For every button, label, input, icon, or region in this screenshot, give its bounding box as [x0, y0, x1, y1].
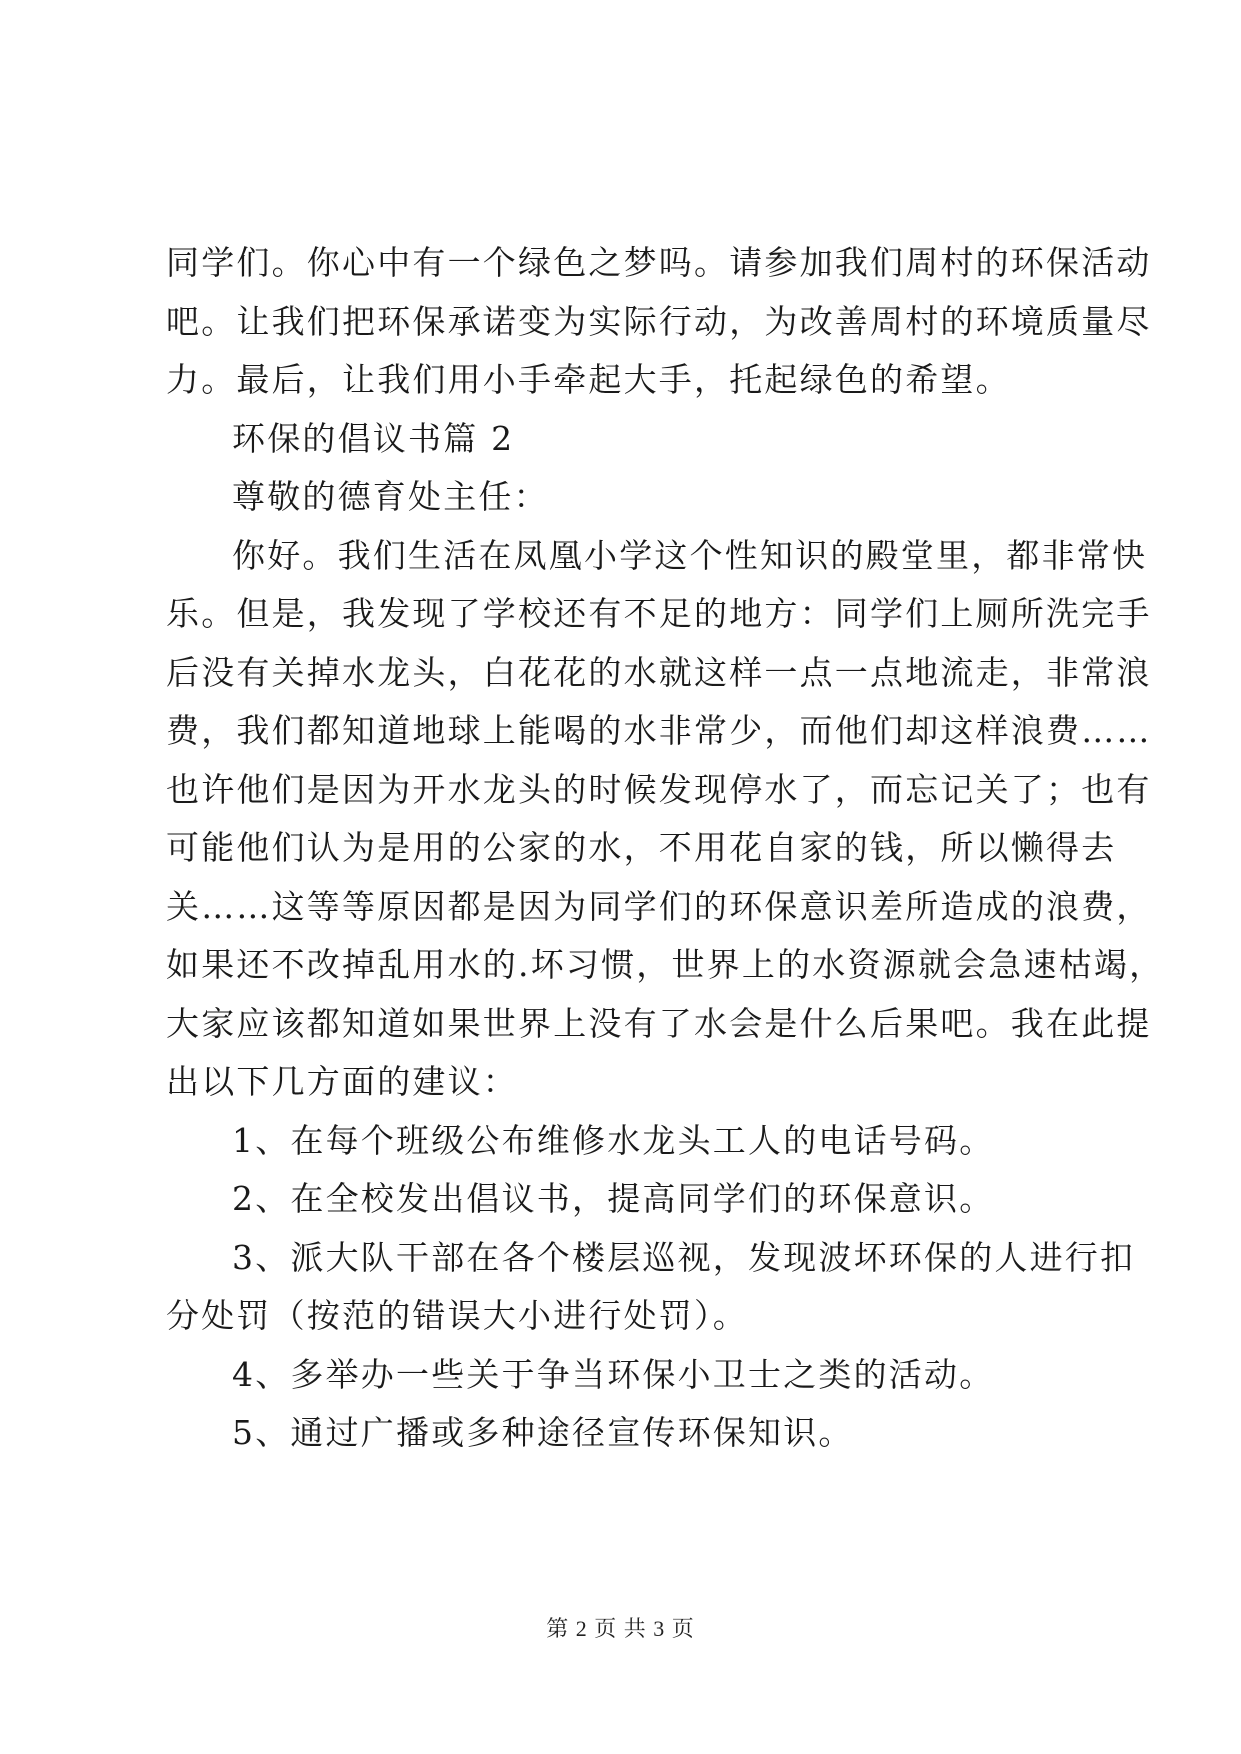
body-line: 大家应该都知道如果世界上没有了水会是什么后果吧。我在此提	[166, 1003, 1152, 1043]
suggestion-item-continuation: 分处罚（按范的错误大小进行处罚）。	[166, 1296, 748, 1335]
document-body	[166, 234, 1165, 1463]
body-line: 可能他们认为是用的公家的水，不用花自家的钱，所以懒得去	[166, 828, 1117, 867]
suggestion-item: 1、在每个班级公布维修水龙头工人的电话号码。	[232, 1120, 995, 1160]
body-line: 也许他们是因为开水龙头的时候发现停水了，而忘记关了；也有	[166, 769, 1152, 809]
body-line: 你好。我们生活在凤凰小学这个性知识的殿堂里，都非常快	[232, 535, 1148, 575]
page-number-footer: 第 2 页 共 3 页	[546, 1616, 695, 1641]
body-line: 力。最后，让我们用小手牵起大手，托起绿色的希望。	[166, 360, 1011, 399]
suggestion-item: 2、在全校发出倡议书，提高同学们的环保意识。	[232, 1179, 995, 1218]
body-line: 如果还不改掉乱用水的.坏习惯，世界上的水资源就会急速枯竭，	[166, 945, 1165, 984]
body-line: 吧。让我们把环保承诺变为实际行动，为改善周村的环境质量尽	[166, 301, 1152, 341]
body-line: 同学们。你心中有一个绿色之梦吗。请参加我们周村的环保活动	[166, 243, 1152, 282]
suggestion-item: 5、通过广播或多种途径宣传环保知识。	[232, 1413, 854, 1452]
body-line: 后没有关掉水龙头，白花花的水就这样一点一点地流走，非常浪	[166, 652, 1152, 692]
suggestion-item: 3、派大队干部在各个楼层巡视，发现波坏环保的人进行扣	[232, 1237, 1136, 1277]
body-line: 关……这等等原因都是因为同学们的环保意识差所造成的浪费，	[166, 886, 1152, 926]
body-line: 费，我们都知道地球上能喝的水非常少，而他们却这样浪费……	[166, 711, 1152, 750]
suggestion-item: 4、多举办一些关于争当环保小卫士之类的活动。	[232, 1354, 995, 1394]
section-heading: 环保的倡议书篇 2	[232, 418, 515, 458]
body-line: 出以下几方面的建议：	[166, 1062, 518, 1101]
salutation: 尊敬的德育处主任：	[232, 477, 549, 516]
body-line: 乐。但是，我发现了学校还有不足的地方：同学们上厕所洗完手	[166, 594, 1152, 633]
